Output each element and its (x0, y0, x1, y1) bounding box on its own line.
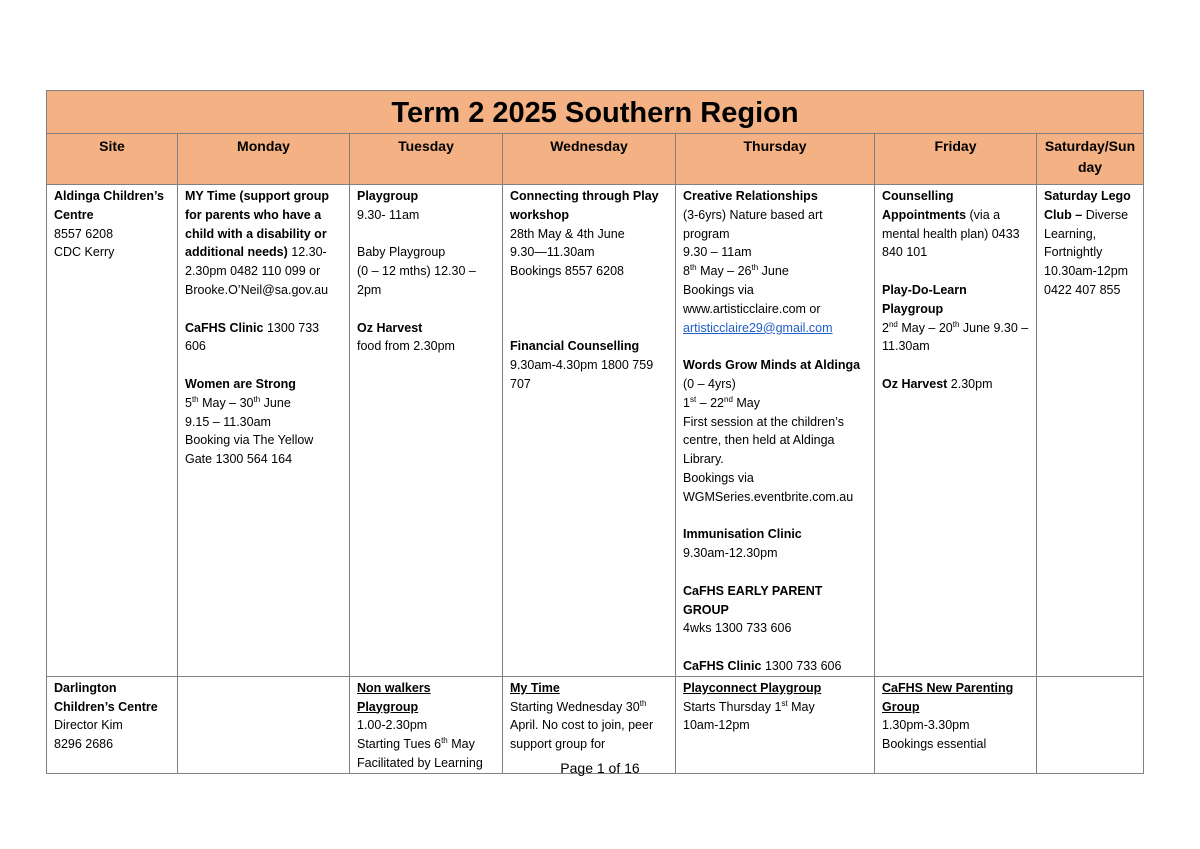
table-row (47, 185, 1144, 677)
site-cell-aldinga (47, 185, 178, 677)
women-strong-booking: Booking via The Yellow Gate 1300 564 164 (185, 433, 314, 467)
playconnect-time: 10am-12pm (683, 718, 750, 733)
cafhs-clinic-title: CaFHS Clinic (185, 320, 264, 335)
mytime-title: MY Time (support group for parents who have a child with a disability or additional needs) (185, 189, 329, 260)
words-grow-desc: First session at the children’s centre, then held at Aldinga Library. (683, 414, 844, 467)
tuesday-cell (350, 676, 503, 773)
oz-harvest-details: food from 2.30pm (357, 339, 455, 354)
play-do-learn-title: Play-Do-Learn Playgroup (882, 282, 967, 316)
site-contact: Director Kim (54, 718, 123, 733)
playconnect-start: Starts Thursday 1st May (683, 698, 815, 714)
new-parenting-time: 1.30pm-3.30pm (882, 718, 970, 733)
site-phone: 8557 6208 (54, 226, 114, 241)
thu-cafhs-title: CaFHS Clinic (683, 658, 762, 673)
thursday-cell (676, 676, 875, 773)
my-time-title: My Time (510, 680, 560, 695)
playconnect-title: Playconnect Playgroup (683, 680, 822, 695)
page-title: Term 2 2025 Southern Region (47, 91, 1144, 134)
baby-playgroup-title: Baby Playgroup (357, 245, 446, 260)
creative-time: 9.30 – 11am (683, 245, 752, 260)
immunisation-time: 9.30am-12.30pm (683, 546, 778, 561)
connecting-dates: 28th May & 4th June (510, 226, 625, 241)
table-row (47, 676, 1144, 773)
connecting-title: Connecting through Play workshop (510, 189, 659, 222)
words-grow-dates: 1st – 22nd May (683, 394, 760, 410)
site-phone: 8296 2686 (54, 737, 114, 752)
friday-cell (875, 676, 1037, 773)
header-thursday: Thursday (676, 134, 875, 185)
monday-cell (178, 185, 350, 677)
my-time-details: Starting Wednesday 30th April. No cost to join, peer support group for (510, 698, 654, 752)
connecting-booking: Bookings 8557 6208 (510, 264, 624, 279)
play-do-learn-dates: 2nd May – 20th June 9.30 – 11.30am (882, 319, 1029, 354)
women-strong-time: 9.15 – 11.30am (185, 414, 271, 429)
financial-title: Financial Counselling (510, 339, 640, 354)
women-strong-title: Women are Strong (185, 376, 296, 391)
site-cell-darlington (47, 676, 178, 773)
words-grow-title: Words Grow Minds at Aldinga (683, 358, 861, 373)
counselling-details: (via a mental health plan) 0433 840 101 (882, 207, 1020, 260)
page-footer: Page 1 of 16 (560, 760, 640, 776)
oz-harvest-title: Oz Harvest (357, 320, 423, 335)
header-saturday: Saturday/Sun day (1037, 134, 1144, 185)
new-parenting-booking: Bookings essential (882, 737, 987, 752)
wednesday-cell (503, 676, 676, 773)
creative-desc: (3-6yrs) Nature based art program (683, 207, 823, 241)
monday-cell (178, 676, 350, 773)
non-walkers-title: Non walkers Playgroup (357, 680, 431, 714)
fri-oz-harvest-time: 2.30pm (950, 376, 993, 391)
new-parenting-title: CaFHS New Parenting Group (882, 680, 1014, 714)
thu-cafhs-phone: 1300 733 606 (764, 658, 842, 673)
wednesday-cell (503, 185, 676, 677)
saturday-cell (1037, 185, 1144, 677)
cafhs-clinic-phone: 1300 733 606 (185, 320, 320, 354)
mytime-details: 12.30-2.30pm 0482 110 099 or Brooke.O’Neil@sa.gov.au (185, 245, 329, 297)
tuesday-cell (350, 185, 503, 677)
saturday-cell (1037, 676, 1144, 773)
creative-booking: Bookings via www.artisticclaire.com or (683, 282, 821, 316)
lego-club-details: Diverse Learning, Fortnightly 10.30am-12pm 0422 407 855 (1044, 207, 1129, 297)
friday-cell (875, 185, 1037, 677)
header-friday: Friday (875, 134, 1037, 185)
fri-oz-harvest-title: Oz Harvest (882, 376, 948, 391)
header-monday: Monday (178, 134, 350, 185)
financial-details: 9.30am-4.30pm 1800 759 707 (510, 358, 654, 391)
site-name: Darlington Children’s Centre (54, 680, 158, 714)
counselling-title: Counselling Appointments (882, 189, 967, 222)
non-walkers-facil: Facilitated by Learning (357, 755, 483, 770)
playgroup-title: Playgroup (357, 189, 419, 203)
site-name: Aldinga Children’s Centre (54, 189, 164, 222)
creative-title: Creative Relationships (683, 189, 818, 203)
creative-email-link[interactable]: artisticclaire29@gmail.com (683, 320, 833, 335)
baby-playgroup-details: (0 – 12 mths) 12.30 – 2pm (357, 264, 476, 297)
header-wednesday: Wednesday (503, 134, 676, 185)
schedule-table (46, 90, 1144, 774)
early-parent-details: 4wks 1300 733 606 (683, 621, 792, 636)
early-parent-title: CaFHS EARLY PARENT GROUP (683, 583, 823, 617)
header-tuesday: Tuesday (350, 134, 503, 185)
words-grow-age: (0 – 4yrs) (683, 376, 736, 391)
lego-club-title: Saturday Lego Club – (1044, 189, 1131, 222)
creative-dates: 8th May – 26th June (683, 263, 789, 279)
playgroup-time: 9.30- 11am (357, 207, 420, 222)
header-site: Site (47, 134, 178, 185)
immunisation-title: Immunisation Clinic (683, 527, 802, 542)
non-walkers-time: 1.00-2.30pm (357, 718, 428, 733)
connecting-time: 9.30—11.30am (510, 245, 595, 260)
site-contact: CDC Kerry (54, 245, 115, 260)
words-grow-booking: Bookings via WGMSeries.eventbrite.com.au (683, 470, 854, 504)
non-walkers-start: Starting Tues 6th May (357, 735, 475, 752)
women-strong-dates: 5th May – 30th June (185, 394, 291, 410)
thursday-cell (676, 185, 875, 677)
